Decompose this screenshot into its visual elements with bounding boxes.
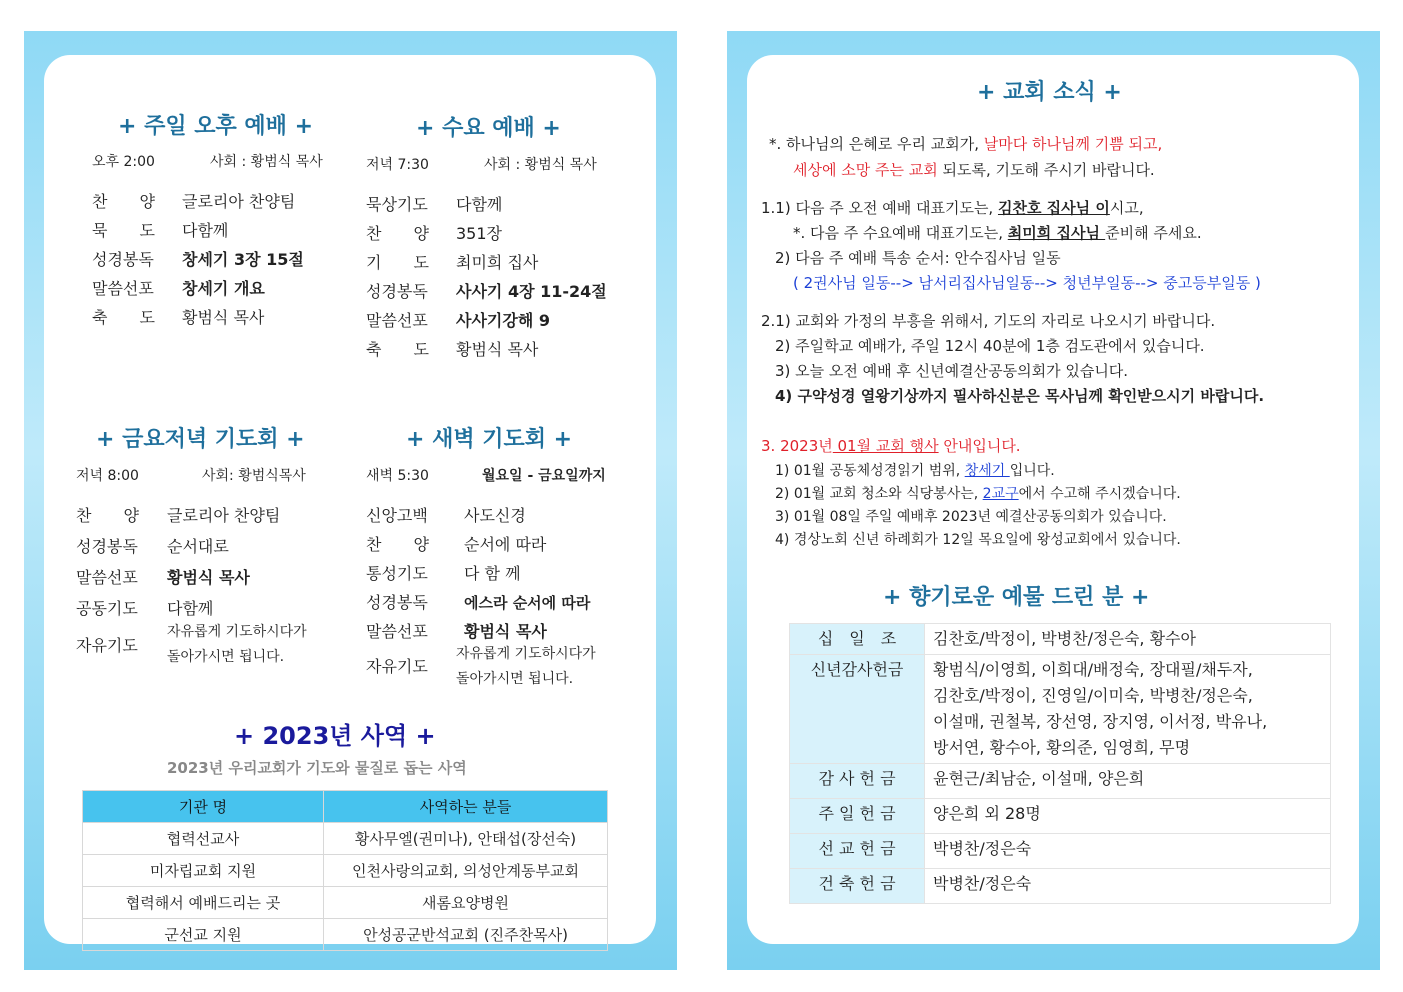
wednesday-row: 축 도 황범식 목사	[366, 340, 539, 359]
table-row	[790, 799, 1331, 834]
dawn-row: 통성기도 다 함 께	[366, 564, 521, 583]
news-1-1: 1.1) 다음 주 오전 예배 대표기도는, 김찬호 집사님 이시고,	[761, 199, 1144, 217]
news-1-1-sub: *. 다음 주 수요예배 대표기도는, 최미희 집사님 준비해 주세요.	[793, 224, 1202, 242]
offering-table	[789, 623, 1331, 904]
dawn-row: 찬 양 순서에 따라	[366, 535, 547, 554]
table-cell: 미자립교회 지원	[83, 855, 324, 887]
wednesday-row: 말씀선포 사사기강해 9	[366, 311, 550, 330]
friday-free-prayer-line2: 돌아가시면 됩니다.	[167, 649, 285, 665]
ministry-subtitle: 2023년 우리교회가 기도와 물질로 돕는 사역	[167, 759, 467, 777]
table-cell: 군선교 지원	[83, 919, 324, 951]
friday-row: 공동기도 다함께	[76, 599, 214, 618]
table-row	[790, 834, 1331, 869]
offering-names: 박병찬/정은숙	[925, 869, 1331, 904]
table-cell: 안성공군반석교회 (진주찬목사)	[324, 919, 608, 951]
dawn-row: 말씀선포 황범식 목사	[366, 622, 547, 641]
table-row	[83, 855, 608, 887]
sunday-time: 오후 2:00	[92, 154, 155, 170]
wednesday-row: 묵상기도 다함께	[366, 195, 503, 214]
table-header-row	[83, 791, 608, 823]
ministry-table	[82, 790, 608, 951]
news-title: + 교회 소식 +	[977, 80, 1122, 105]
sunday-leader: 사회 : 황범식 목사	[210, 154, 323, 170]
column-header: 사역하는 분들	[324, 791, 608, 823]
offering-names: 박병찬/정은숙	[925, 834, 1331, 869]
news-1-3: ( 2권사님 일동--> 남서리집사님일동--> 청년부일동--> 중고등부일동 )	[793, 274, 1261, 292]
dawn-free-prayer-line2: 돌아가시면 됩니다.	[456, 671, 574, 687]
wednesday-row: 기 도 최미희 집사	[366, 253, 539, 272]
sunday-row: 성경봉독 창세기 3장 15절	[92, 250, 304, 269]
offering-names: 김찬호/박정이, 박병찬/정은숙, 황수아	[925, 624, 1331, 655]
table-row	[83, 823, 608, 855]
table-cell: 협력해서 예배드리는 곳	[83, 887, 324, 919]
friday-title: + 금요저녁 기도회 +	[96, 427, 305, 452]
news-2-1: 2.1) 교회와 가정의 부흥을 위해서, 기도의 자리로 나오시기 바랍니다.	[761, 312, 1216, 330]
offering-label: 감 사 헌 금	[790, 764, 925, 799]
table-cell: 황사무엘(권미나), 안태섭(장선숙)	[324, 823, 608, 855]
sunday-row: 묵 도 다함께	[92, 221, 229, 240]
offering-label: 십 일 조	[790, 624, 925, 655]
table-row	[790, 764, 1331, 799]
news-3-3: 3) 01월 08일 주일 예배후 2023년 예결산공동의회가 있습니다.	[775, 509, 1167, 525]
table-row	[790, 624, 1331, 655]
dawn-title: + 새벽 기도회 +	[406, 427, 573, 452]
dawn-time: 새벽 5:30	[366, 468, 429, 484]
wednesday-leader: 사회 : 황범식 목사	[484, 157, 597, 173]
news-intro-line2: 세상에 소망 주는 교회 되도록, 기도해 주시기 바랍니다.	[793, 161, 1155, 179]
table-row	[790, 869, 1331, 904]
table-row	[83, 887, 608, 919]
offering-label: 건 축 헌 금	[790, 869, 925, 904]
news-3-2: 2) 01월 교회 청소와 식당봉사는, 2교구에서 수고해 주시겠습니다.	[775, 486, 1181, 502]
ministry-title: + 2023년 사역 +	[234, 722, 436, 750]
offering-label: 선 교 헌 금	[790, 834, 925, 869]
friday-leader: 사회: 황범식목사	[202, 468, 306, 484]
news-1-2: 2) 다음 주 예배 특송 순서: 안수집사님 일동	[775, 249, 1061, 267]
friday-row: 성경봉독 순서대로	[76, 537, 229, 556]
offering-title: + 향기로운 예물 드린 분 +	[883, 585, 1150, 610]
sunday-row: 축 도 황범식 목사	[92, 308, 265, 327]
news-3-1: 1) 01월 공동체성경읽기 범위, 창세기 입니다.	[775, 463, 1055, 479]
friday-row: 말씀선포 황범식 목사	[76, 568, 250, 587]
table-row	[83, 919, 608, 951]
sunday-row: 찬 양 글로리아 찬양팀	[92, 192, 296, 211]
right-page	[727, 31, 1380, 970]
news-intro-line1: *. 하나님의 은혜로 우리 교회가, 날마다 하나님께 기쁨 되고,	[769, 135, 1163, 153]
column-header: 기관 명	[83, 791, 324, 823]
wednesday-title: + 수요 예배 +	[416, 116, 561, 141]
offering-label: 신년감사헌금	[790, 655, 925, 764]
right-card	[747, 55, 1359, 944]
wednesday-time: 저녁 7:30	[366, 157, 429, 173]
offering-names: 황범식/이영희, 이희대/배정숙, 장대필/채두자, 김찬호/박정이, 진영일/이미숙, 박병찬/정은숙, 이설매, 권철복, 장선영, 장지영, 이서정, 박유나, 방서연, 황수아, 황의준, 임영희, 무명	[925, 655, 1331, 764]
dawn-row: 신앙고백 사도신경	[366, 506, 526, 525]
table-cell: 새롬요양병원	[324, 887, 608, 919]
friday-row: 찬 양 글로리아 찬양팀	[76, 506, 281, 525]
news-2-2: 2) 주일학교 예배가, 주일 12시 40분에 1층 검도관에서 있습니다.	[775, 337, 1205, 355]
left-card	[44, 55, 656, 944]
offering-names: 양은희 외 28명	[925, 799, 1331, 834]
news-3-4: 4) 경상노회 신년 하례회가 12일 목요일에 왕성교회에서 있습니다.	[775, 532, 1181, 548]
wednesday-row: 찬 양 351장	[366, 224, 502, 243]
left-page	[24, 31, 677, 970]
sunday-row: 말씀선포 창세기 개요	[92, 279, 265, 298]
offering-names: 윤현근/최남순, 이설매, 양은희	[925, 764, 1331, 799]
dawn-days: 월요일 - 금요일까지	[482, 468, 606, 484]
friday-time: 저녁 8:00	[76, 468, 139, 484]
friday-free-prayer-line1: 자유롭게 기도하시다가	[167, 624, 307, 640]
news-2-4: 4) 구약성경 열왕기상까지 필사하신분은 목사님께 확인받으시기 바랍니다.	[775, 387, 1265, 405]
dawn-free-prayer-line1: 자유롭게 기도하시다가	[456, 646, 596, 662]
offering-label: 주 일 헌 금	[790, 799, 925, 834]
news-2-3: 3) 오늘 오전 예배 후 신년예결산공동의회가 있습니다.	[775, 362, 1129, 380]
table-cell: 협력선교사	[83, 823, 324, 855]
friday-row: 자유기도	[76, 636, 138, 655]
dawn-row: 자유기도	[366, 657, 428, 676]
sunday-title: + 주일 오후 예배 +	[118, 114, 314, 139]
news-3-title: 3. 2023년 01월 교회 행사 안내입니다.	[761, 437, 1021, 455]
dawn-row: 성경봉독 에스라 순서에 따라	[366, 593, 591, 612]
table-row	[790, 655, 1331, 764]
wednesday-row: 성경봉독 사사기 4장 11-24절	[366, 282, 607, 301]
table-cell: 인천사랑의교회, 의성안계동부교회	[324, 855, 608, 887]
